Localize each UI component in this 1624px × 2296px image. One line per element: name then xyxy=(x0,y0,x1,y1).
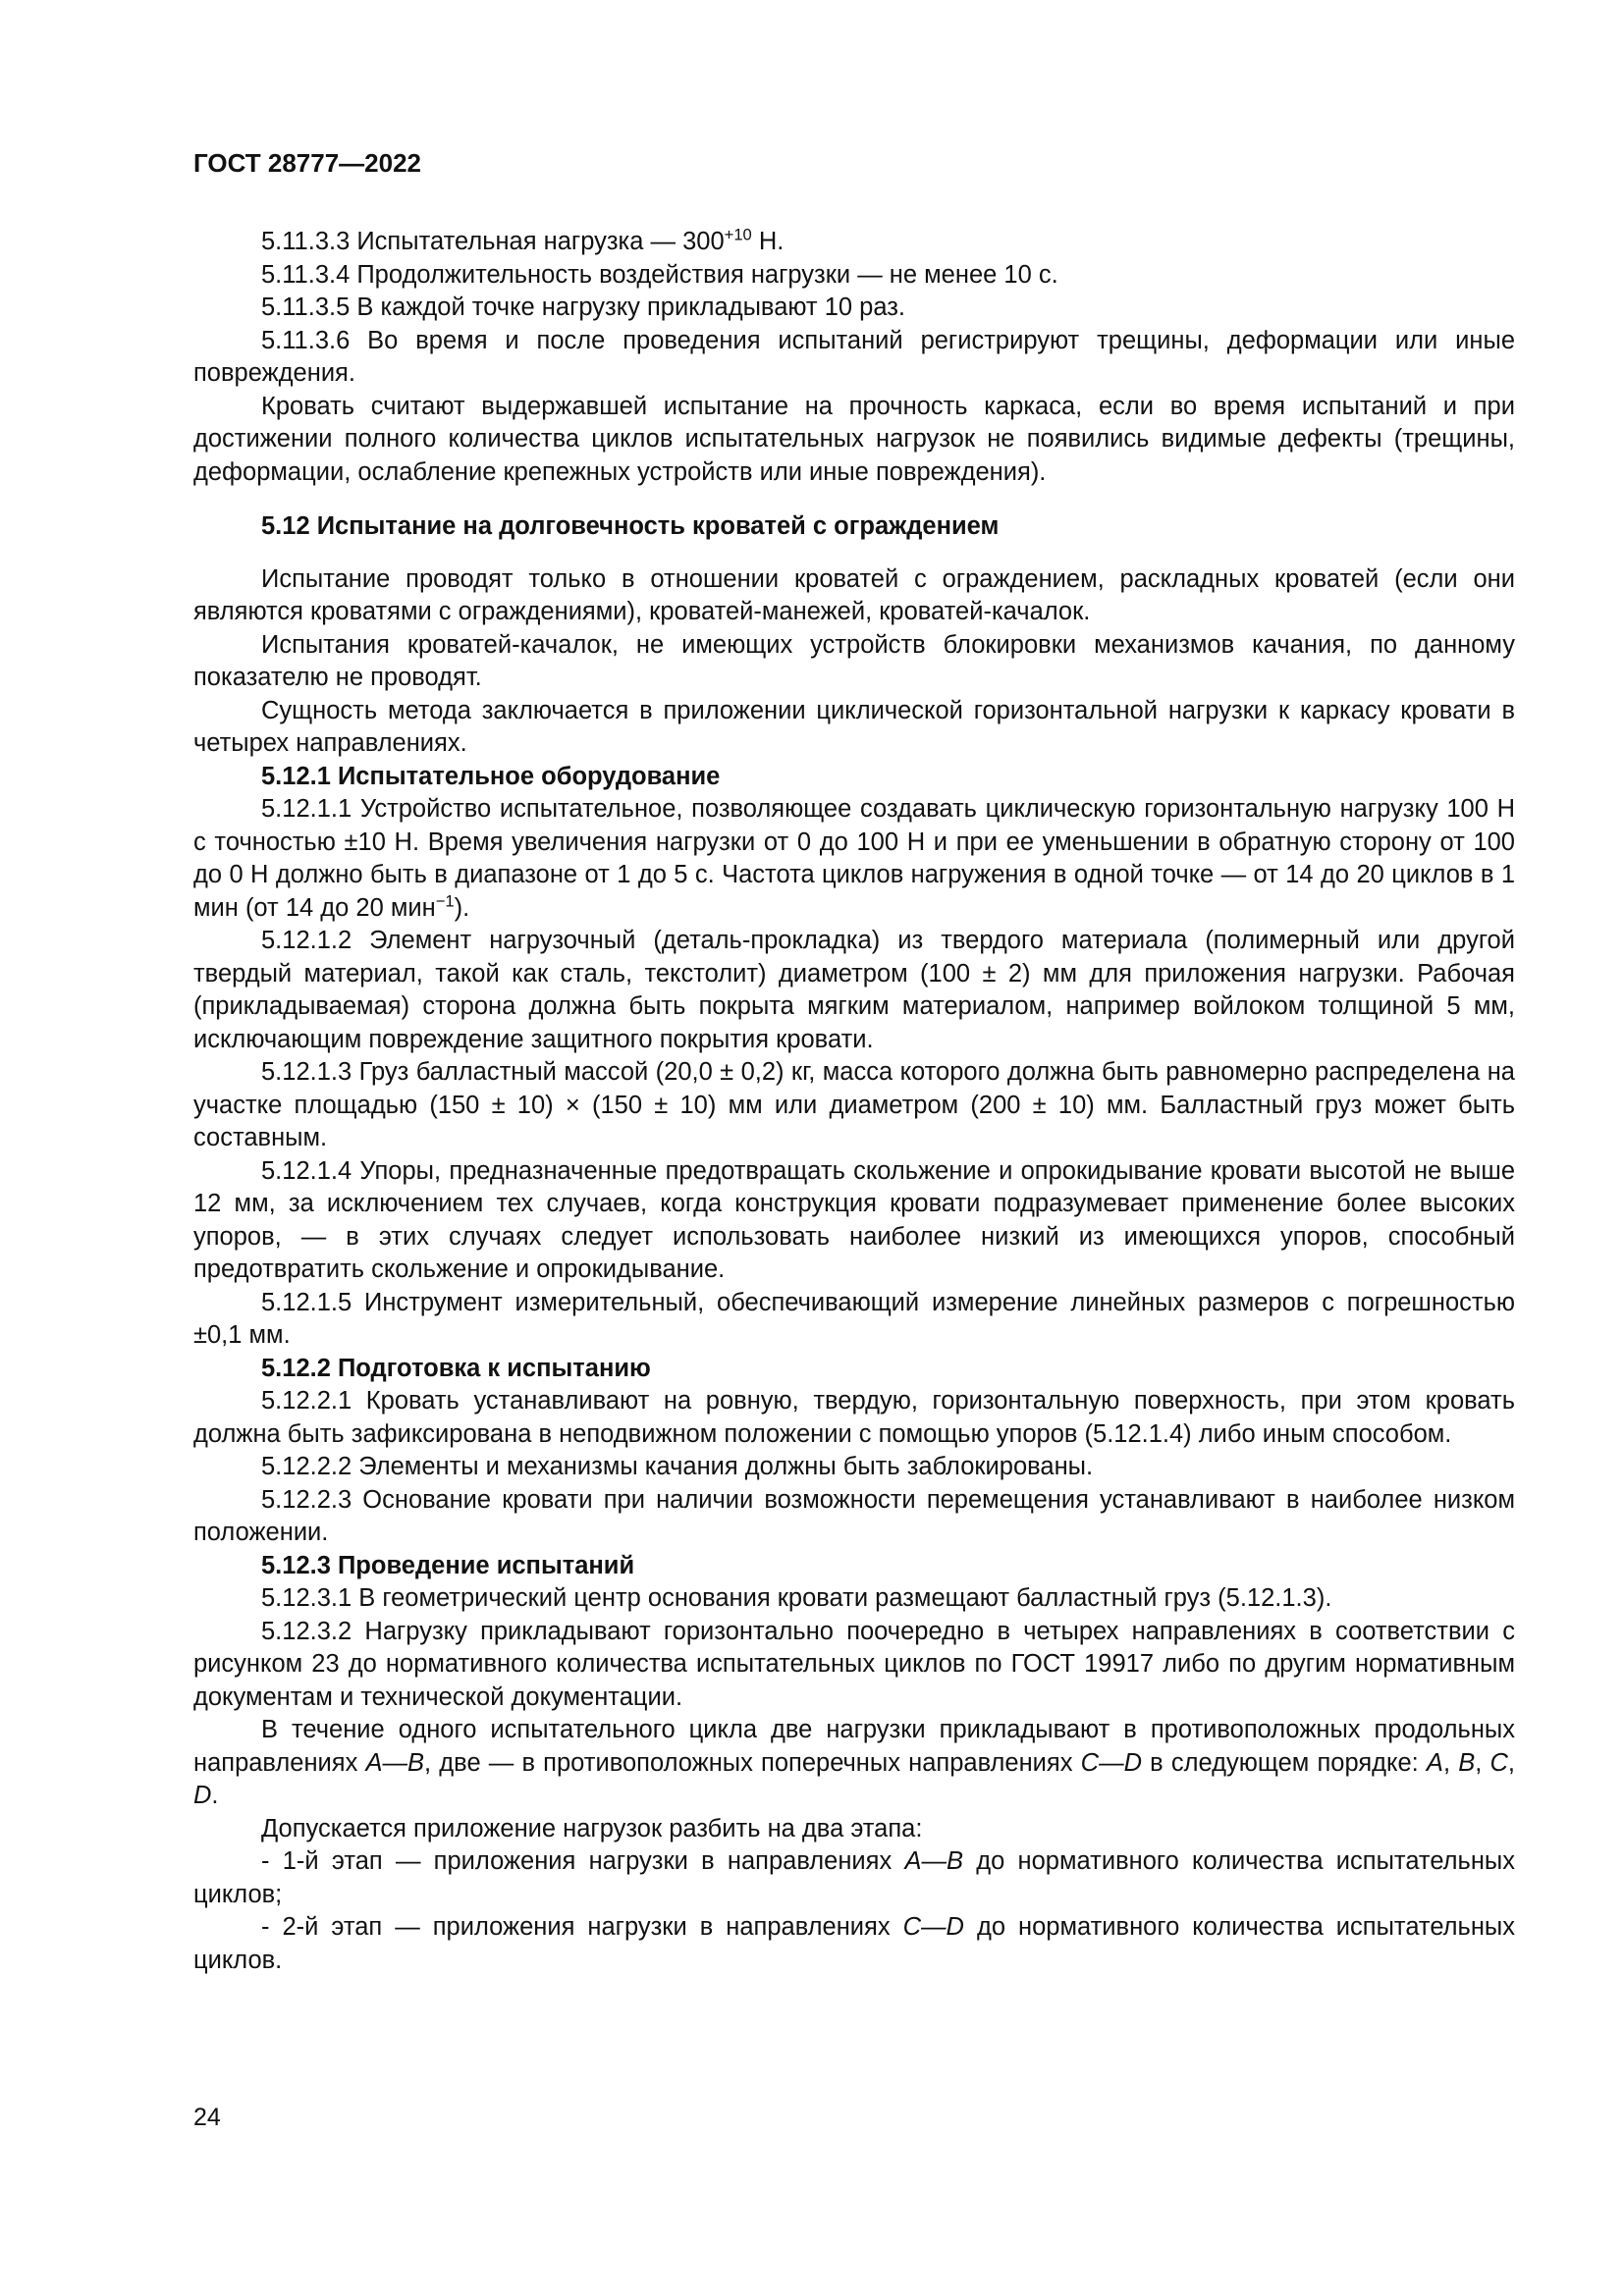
page-number: 24 xyxy=(193,2104,221,2131)
subsection-heading-5-12-2: 5.12.2 Подготовка к испытанию xyxy=(261,1354,651,1382)
document-header-code: ГОСТ 28777—2022 xyxy=(193,148,421,178)
paragraph-frame-strength-conclusion: Кровать считают выдержавшей испытание на прочность каркаса, если во время испытаний и при достижении полного количества циклов испытательных нагрузок не появились видимые дефекты (трещины, деформации, ослабление крепежных устройств или иные повреждения). xyxy=(193,392,1515,486)
paragraph-method-essence: Сущность метода заключается в приложении циклической горизонтальной нагрузки к каркасу кровати в четырех направлениях. xyxy=(193,696,1515,757)
paragraph-5-11-3-4: 5.11.3.4 Продолжительность воздействия нагрузки — не менее 10 с. xyxy=(261,260,1058,289)
list-item-stage-1: - 1-й этап — приложения нагрузки в направлениях A—B до нормативного количества испытательных циклов; xyxy=(193,1847,1515,1908)
paragraph-two-stages: Допускается приложение нагрузок разбить на два этапа: xyxy=(261,1814,923,1842)
subsection-heading-5-12-3: 5.12.3 Проведение испытаний xyxy=(261,1551,635,1579)
paragraph-5-12-2-3: 5.12.2.3 Основание кровати при наличии возможности перемещения устанавливают в наиболее низком положении. xyxy=(193,1485,1515,1546)
paragraph-5-12-1-5: 5.12.1.5 Инструмент измерительный, обеспечивающий измерение линейных размеров с погрешностью ±0,1 мм. xyxy=(193,1288,1515,1349)
list-item-stage-2: - 2-й этап — приложения нагрузки в направлениях C—D до нормативного количества испытательных циклов. xyxy=(193,1913,1515,1974)
paragraph-5-12-3-2: 5.12.3.2 Нагрузку прикладывают горизонтально поочередно в четырех направлениях в соответствии с рисунком 23 до нормативного количества испытательных циклов по ГОСТ 19917 либо по другим нормативным документам и технической документации. xyxy=(193,1617,1515,1711)
paragraph-5-11-3-6: 5.11.3.6 Во время и после проведения испытаний регистрируют трещины, деформации или иные повреждения. xyxy=(193,326,1515,387)
paragraph-load-order: В течение одного испытательного цикла две нагрузки прикладывают в противоположных продольных направлениях A—B, две — в противоположных поперечных направлениях C—D в следующем порядке: A, B, C, D. xyxy=(193,1716,1515,1809)
subsection-heading-5-12-1: 5.12.1 Испытательное оборудование xyxy=(261,762,721,790)
paragraph-5-12-3-1: 5.12.3.1 В геометрический центр основания кровати размещают балластный груз (5.12.1.3). xyxy=(261,1584,1332,1612)
paragraph-scope: Испытание проводят только в отношении кроватей с ограждением, раскладных кроватей (если они являются кроватями с ограждениями), кроватей-манежей, кроватей-качалок. xyxy=(193,564,1515,625)
paragraph-rocking-beds: Испытания кроватей-качалок, не имеющих устройств блокировки механизмов качания, по данному показателю не проводят. xyxy=(193,630,1515,691)
paragraph-5-12-2-1: 5.12.2.1 Кровать устанавливают на ровную, твердую, горизонтальную поверхность, при этом кровать должна быть зафиксирована в неподвижном положении с помощью упоров (5.12.1.4) либо иным способом. xyxy=(193,1387,1515,1448)
paragraph-5-12-1-1: 5.12.1.1 Устройство испытательное, позволяющее создавать циклическую горизонтальную нагрузку 100 Н с точностью ±10 Н. Время увеличения нагрузки от 0 до 100 Н и при ее уменьшении в обратную сторону от 100 до 0 Н должно быть в диапазоне от 1 до 5 с. Частота циклов нагружения в одной точке — от 14 до 20 циклов в 1 мин (от 14 до 20 мин$^{-1}$). xyxy=(193,795,1515,922)
paragraph-5-12-1-4: 5.12.1.4 Упоры, предназначенные предотвращать скольжение и опрокидывание кровати высотой не выше 12 мм, за исключением тех случаев, когда конструкция кровати подразумевает применение более высоких упоров, — в этих случаях следует использовать наиболее низкий из имеющихся упоров, способный предотвратить скольжение и опрокидывание. xyxy=(193,1156,1515,1283)
paragraph-5-12-2-2: 5.12.2.2 Элементы и механизмы качания должны быть заблокированы. xyxy=(261,1453,1094,1480)
section-heading-5-12: 5.12 Испытание на долговечность кроватей с ограждением xyxy=(261,512,1000,540)
paragraph-5-11-3-5: 5.11.3.5 В каждой точке нагрузку прикладывают 10 раз. xyxy=(261,294,906,321)
document-body xyxy=(193,226,1515,1977)
paragraph-5-12-1-3: 5.12.1.3 Груз балластный массой (20,0 ± 0,2) кг, масса которого должна быть равномерно распределена на участке площадью (150 ± 10) × (150 ± 10) мм или диаметром (200 ± 10) мм. Балластный груз может быть составным. xyxy=(193,1058,1515,1151)
paragraph-5-12-1-2: 5.12.1.2 Элемент нагрузочный (деталь-прокладка) из твердого материала (полимерный или другой твердый материал, такой как сталь, текстолит) диаметром (100 ± 2) мм для приложения нагрузки. Рабочая (прикладываемая) сторона должна быть покрыта мягким материалом, например войлоком толщиной 5 мм, исключающим повреждение защитного покрытия кровати. xyxy=(193,927,1515,1053)
paragraph-5-11-3-3: 5.11.3.3 Испытательная нагрузка — $300^{+10}$ Н. xyxy=(261,225,785,255)
